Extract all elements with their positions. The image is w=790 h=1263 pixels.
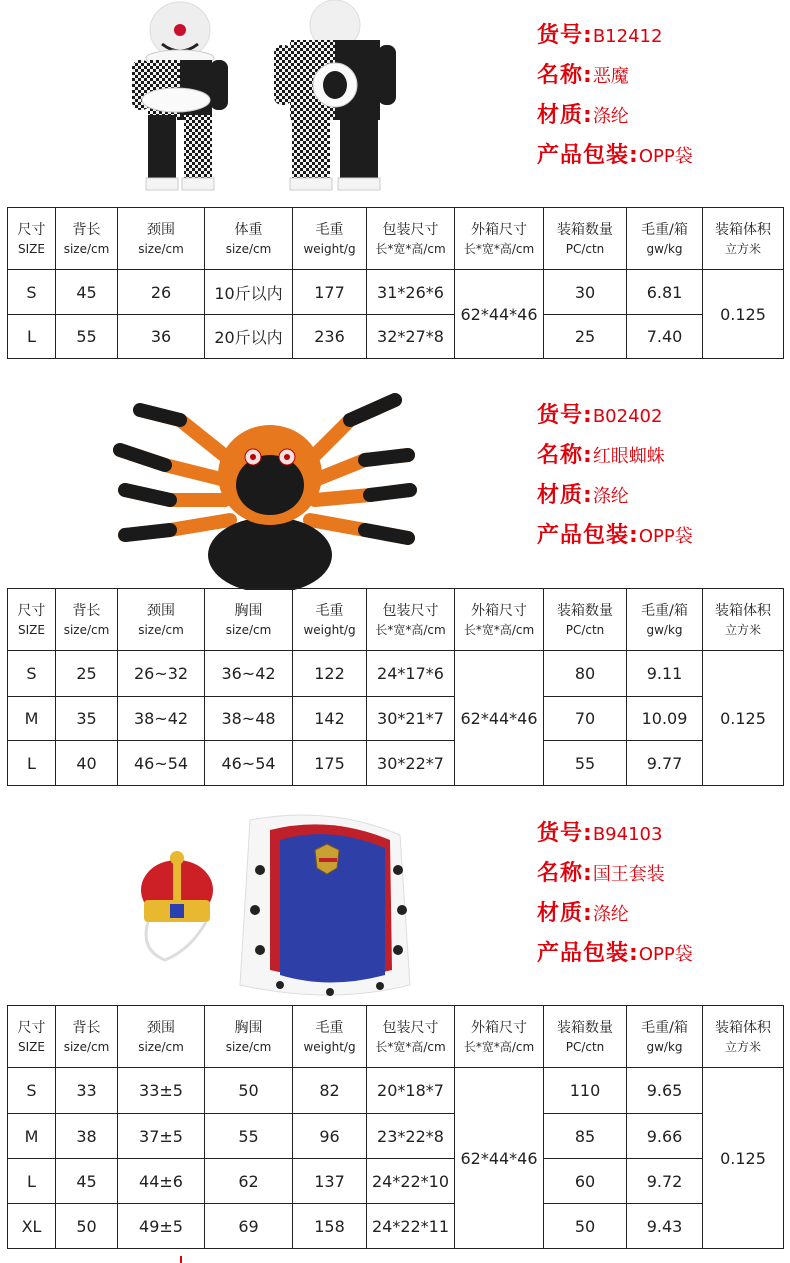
header-cell: 毛重 weight/g <box>293 1006 367 1068</box>
outer-box-cell: 62*44*46 <box>455 1068 544 1249</box>
name-label: 名称: <box>537 861 593 886</box>
sku-label: 货号: <box>537 821 593 846</box>
info-name-line <box>537 436 693 476</box>
size-cell: S <box>8 270 56 315</box>
chest-cell: 69 <box>205 1204 293 1249</box>
qty-cell: 30 <box>544 270 627 315</box>
material-value: 涤纶 <box>592 904 629 925</box>
table-row <box>8 1204 784 1249</box>
volume-cell: 0.125 <box>703 651 784 786</box>
product-info-2 <box>537 396 693 556</box>
product-section-3 <box>0 800 790 1263</box>
sku-label: 货号: <box>537 403 593 428</box>
info-sku-line <box>537 16 693 56</box>
table-row <box>8 1114 784 1159</box>
gross-weight-cell: 96 <box>293 1114 367 1159</box>
size-cell: L <box>8 1159 56 1204</box>
header-cell: 颈围 size/cm <box>118 589 205 651</box>
spec-table-2 <box>7 588 784 786</box>
product-info-1 <box>537 16 693 176</box>
header-cell: 包装尺寸 长*宽*高/cm <box>367 589 455 651</box>
packaging-label: 产品包装: <box>537 523 639 548</box>
packaging-label: 产品包装: <box>537 143 639 168</box>
table-row <box>8 270 784 315</box>
size-cell: XL <box>8 1204 56 1249</box>
neck-cell: 37±5 <box>118 1114 205 1159</box>
name-label: 名称: <box>537 63 593 88</box>
neck-cell: 26~32 <box>118 651 205 697</box>
product-photo-king-set <box>130 810 420 1000</box>
neck-cell: 49±5 <box>118 1204 205 1249</box>
header-cell: 背长 size/cm <box>56 208 118 270</box>
header-cell: 装箱体积 立方米 <box>703 1006 784 1068</box>
header-cell: 背长 size/cm <box>56 589 118 651</box>
package-size-cell: 30*22*7 <box>367 741 455 786</box>
product-section-2 <box>0 360 790 790</box>
qty-cell: 60 <box>544 1159 627 1204</box>
outer-box-cell: 62*44*46 <box>455 270 544 359</box>
back-length-cell: 45 <box>56 270 118 315</box>
back-length-cell: 40 <box>56 741 118 786</box>
header-cell: 颈围 size/cm <box>118 208 205 270</box>
table-row <box>8 741 784 786</box>
product-photo-devil <box>120 0 420 200</box>
box-weight-cell: 10.09 <box>627 697 703 741</box>
header-cell: 外箱尺寸 长*宽*高/cm <box>455 589 544 651</box>
product-info-3 <box>537 814 693 974</box>
table-row <box>8 1159 784 1204</box>
qty-cell: 70 <box>544 697 627 741</box>
header-cell: 毛重/箱 gw/kg <box>627 1006 703 1068</box>
gross-weight-cell: 137 <box>293 1159 367 1204</box>
packaging-label: 产品包装: <box>537 941 639 966</box>
header-cell: 毛重 weight/g <box>293 589 367 651</box>
back-length-cell: 50 <box>56 1204 118 1249</box>
box-weight-cell: 6.81 <box>627 270 703 315</box>
header-cell: 胸围 size/cm <box>205 589 293 651</box>
header-cell: 毛重/箱 gw/kg <box>627 589 703 651</box>
back-length-cell: 45 <box>56 1159 118 1204</box>
gross-weight-cell: 142 <box>293 697 367 741</box>
package-size-cell: 23*22*8 <box>367 1114 455 1159</box>
box-weight-cell: 9.66 <box>627 1114 703 1159</box>
header-cell: 外箱尺寸 长*宽*高/cm <box>455 208 544 270</box>
header-cell: 背长 size/cm <box>56 1006 118 1068</box>
sku-label: 货号: <box>537 23 593 48</box>
header-cell: 尺寸 SIZE <box>8 1006 56 1068</box>
product-photo-spider <box>110 380 420 590</box>
package-size-cell: 32*27*8 <box>367 315 455 359</box>
spec-table-3 <box>7 1005 784 1249</box>
volume-cell: 0.125 <box>703 1068 784 1249</box>
table-header-row <box>8 208 784 270</box>
table-header-row <box>8 589 784 651</box>
chest-cell: 36~42 <box>205 651 293 697</box>
size-cell: M <box>8 697 56 741</box>
chest-cell: 62 <box>205 1159 293 1204</box>
neck-cell: 46~54 <box>118 741 205 786</box>
header-cell: 装箱数量 PC/ctn <box>544 1006 627 1068</box>
material-value: 涤纶 <box>592 106 629 127</box>
info-packaging-line <box>537 136 693 176</box>
back-length-cell: 55 <box>56 315 118 359</box>
header-cell: 装箱数量 PC/ctn <box>544 589 627 651</box>
gross-weight-cell: 236 <box>293 315 367 359</box>
name-value: 红眼蜘蛛 <box>592 446 665 467</box>
info-name-line <box>537 854 693 894</box>
chest-cell: 38~48 <box>205 697 293 741</box>
spec-table-1 <box>7 207 784 359</box>
gross-weight-cell: 158 <box>293 1204 367 1249</box>
packaging-value: OPP袋 <box>638 944 693 965</box>
box-weight-cell: 9.77 <box>627 741 703 786</box>
back-length-cell: 25 <box>56 651 118 697</box>
package-size-cell: 24*22*10 <box>367 1159 455 1204</box>
packaging-value: OPP袋 <box>638 526 693 547</box>
box-weight-cell: 9.43 <box>627 1204 703 1249</box>
qty-cell: 110 <box>544 1068 627 1114</box>
info-packaging-line <box>537 934 693 974</box>
table-row <box>8 315 784 359</box>
header-cell: 包装尺寸 长*宽*高/cm <box>367 208 455 270</box>
product-section-1 <box>0 0 790 360</box>
material-label: 材质: <box>537 103 593 128</box>
back-length-cell: 38 <box>56 1114 118 1159</box>
header-cell: 尺寸 SIZE <box>8 208 56 270</box>
neck-cell: 44±6 <box>118 1159 205 1204</box>
size-cell: L <box>8 741 56 786</box>
size-cell: S <box>8 651 56 697</box>
info-material-line <box>537 476 693 516</box>
size-cell: M <box>8 1114 56 1159</box>
size-cell: S <box>8 1068 56 1114</box>
header-cell: 装箱数量 PC/ctn <box>544 208 627 270</box>
outer-box-cell: 62*44*46 <box>455 651 544 786</box>
sku-value: B02402 <box>592 406 663 427</box>
material-value: 涤纶 <box>592 486 629 507</box>
volume-cell: 0.125 <box>703 270 784 359</box>
box-weight-cell: 9.11 <box>627 651 703 697</box>
header-cell: 体重 size/cm <box>205 208 293 270</box>
chest-cell: 46~54 <box>205 741 293 786</box>
chest-cell: 50 <box>205 1068 293 1114</box>
table-row <box>8 651 784 697</box>
info-material-line <box>537 96 693 136</box>
neck-cell: 26 <box>118 270 205 315</box>
chest-cell: 55 <box>205 1114 293 1159</box>
name-label: 名称: <box>537 443 593 468</box>
header-cell: 外箱尺寸 长*宽*高/cm <box>455 1006 544 1068</box>
neck-cell: 36 <box>118 315 205 359</box>
header-cell: 毛重/箱 gw/kg <box>627 208 703 270</box>
weight-range-cell: 10斤以内 <box>205 270 293 315</box>
package-size-cell: 24*22*11 <box>367 1204 455 1249</box>
header-cell: 包装尺寸 长*宽*高/cm <box>367 1006 455 1068</box>
qty-cell: 55 <box>544 741 627 786</box>
package-size-cell: 31*26*6 <box>367 270 455 315</box>
qty-cell: 50 <box>544 1204 627 1249</box>
header-cell: 胸围 size/cm <box>205 1006 293 1068</box>
size-cell: L <box>8 315 56 359</box>
info-sku-line <box>537 396 693 436</box>
weight-range-cell: 20斤以内 <box>205 315 293 359</box>
gross-weight-cell: 82 <box>293 1068 367 1114</box>
table-row <box>8 1068 784 1114</box>
package-size-cell: 30*21*7 <box>367 697 455 741</box>
qty-cell: 80 <box>544 651 627 697</box>
box-weight-cell: 9.72 <box>627 1159 703 1204</box>
material-label: 材质: <box>537 483 593 508</box>
info-material-line <box>537 894 693 934</box>
header-cell: 颈围 size/cm <box>118 1006 205 1068</box>
material-label: 材质: <box>537 901 593 926</box>
info-sku-line <box>537 814 693 854</box>
header-cell: 尺寸 SIZE <box>8 589 56 651</box>
divider-mark <box>180 1256 182 1263</box>
package-size-cell: 24*17*6 <box>367 651 455 697</box>
box-weight-cell: 9.65 <box>627 1068 703 1114</box>
sku-value: B94103 <box>592 824 663 845</box>
back-length-cell: 35 <box>56 697 118 741</box>
neck-cell: 38~42 <box>118 697 205 741</box>
name-value: 国王套装 <box>592 864 665 885</box>
package-size-cell: 20*18*7 <box>367 1068 455 1114</box>
table-row <box>8 697 784 741</box>
qty-cell: 85 <box>544 1114 627 1159</box>
neck-cell: 33±5 <box>118 1068 205 1114</box>
header-cell: 装箱体积 立方米 <box>703 589 784 651</box>
info-packaging-line <box>537 516 693 556</box>
sku-value: B12412 <box>592 26 663 47</box>
back-length-cell: 33 <box>56 1068 118 1114</box>
gross-weight-cell: 175 <box>293 741 367 786</box>
table-header-row <box>8 1006 784 1068</box>
qty-cell: 25 <box>544 315 627 359</box>
name-value: 恶魔 <box>592 66 629 87</box>
header-cell: 毛重 weight/g <box>293 208 367 270</box>
box-weight-cell: 7.40 <box>627 315 703 359</box>
gross-weight-cell: 122 <box>293 651 367 697</box>
packaging-value: OPP袋 <box>638 146 693 167</box>
info-name-line <box>537 56 693 96</box>
gross-weight-cell: 177 <box>293 270 367 315</box>
header-cell: 装箱体积 立方米 <box>703 208 784 270</box>
